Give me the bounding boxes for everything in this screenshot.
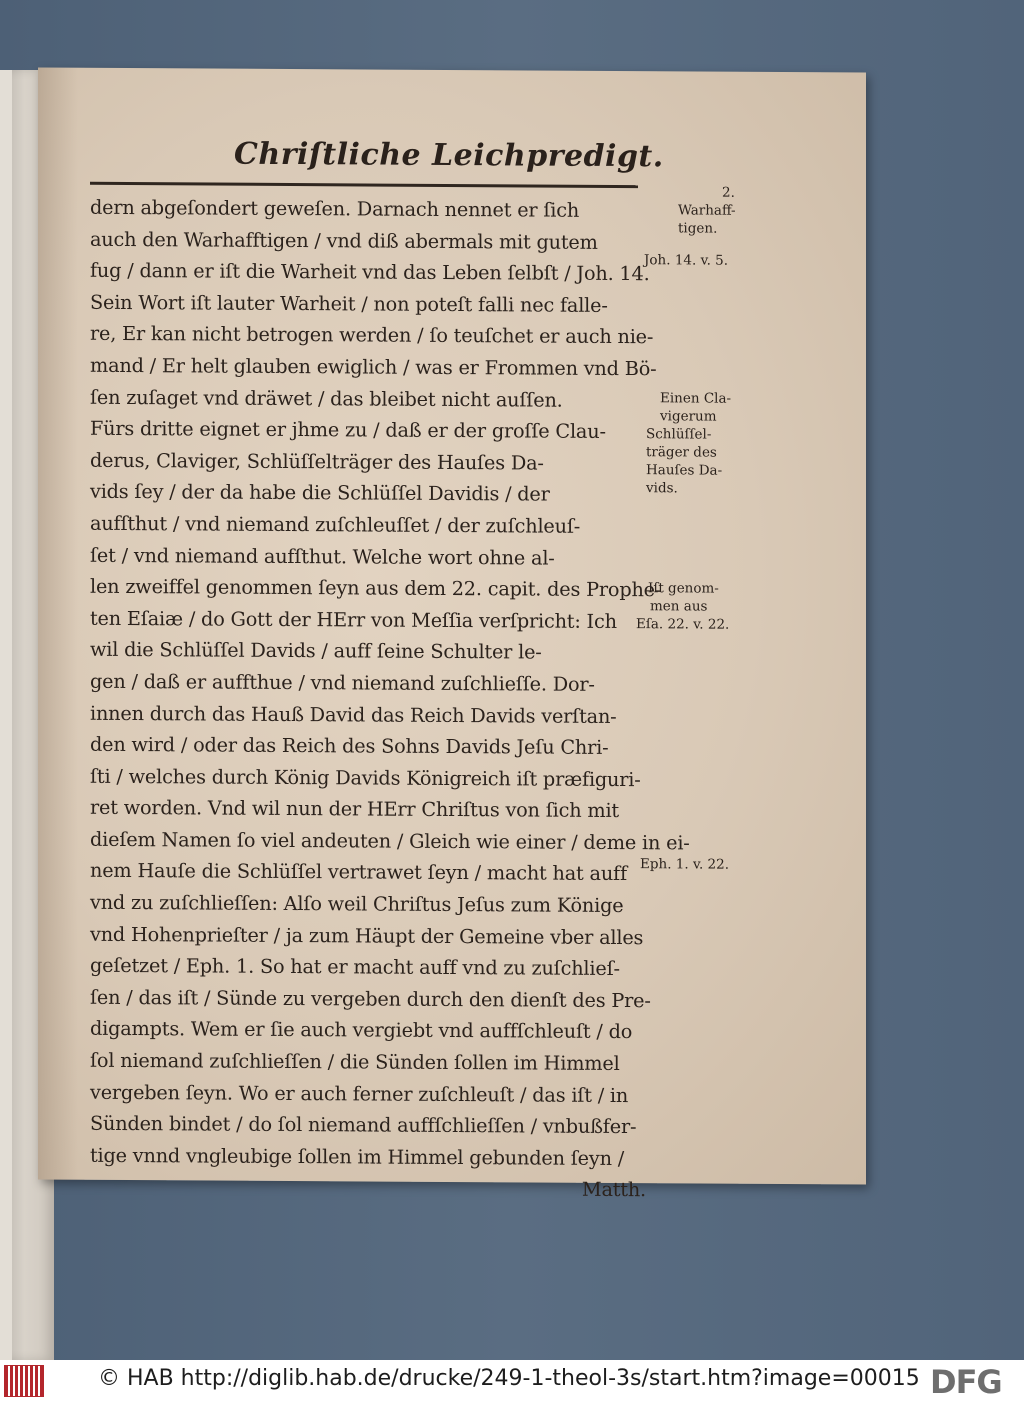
text-line: ſen zuſaget vnd dräwet / das bleibet nicht auſſen. <box>90 385 563 412</box>
text-line: vergeben ſeyn. Wo er auch ferner zuſchleuſt / das iſt / in <box>90 1080 629 1107</box>
text-line: Fürs dritte eignet er jhme zu / daß er der groſſe Clau- <box>90 416 606 444</box>
text-line: geſetzet / Eph. 1. So hat er macht auff vnd zu zuſchlieſ- <box>90 954 620 981</box>
text-line: digampts. Wem er ſie auch vergiebt vnd auffſchleuſt / do <box>90 1017 633 1044</box>
text-line: ſet / vnd niemand aufſthut. Welche wort ohne al- <box>90 543 555 570</box>
text-line: nem Hauſe die Schlüſſel vertrawet ſeyn / macht hat auff <box>90 859 627 886</box>
text-line: den wird / oder das Reich des Sohns Davids Jeſu Chri- <box>90 732 609 760</box>
text-line: Sein Wort iſt lauter Warheit / non poteſt falli nec falle- <box>90 290 608 317</box>
marginal-line: Hauſes Da- <box>646 462 723 479</box>
marginal-number: 2. <box>722 184 735 201</box>
text-line: dieſem Namen ſo viel andeuten / Gleich wie einer / deme in ei- <box>90 827 690 855</box>
text-line: vnd Hohenprieſter / ja zum Häupt der Gemeine vber alles <box>90 922 644 949</box>
page-gutter-shadow <box>38 67 78 1179</box>
text-line: ſti / welches durch König Davids Königreich iſt præfiguri- <box>90 764 641 791</box>
text-line: innen durch das Hauß David das Reich Davids verſtan- <box>90 701 617 728</box>
text-line: wil die Schlüſſel Davids / auff ſeine Schulter le- <box>90 638 542 664</box>
scanned-page <box>38 67 866 1202</box>
marginal-note-eph <box>640 855 729 874</box>
hab-logo-icon <box>4 1365 44 1397</box>
text-line: ſen / das iſt / Sünde zu vergeben durch den dienſt des Pre- <box>90 985 651 1013</box>
marginal-line: Warhaff- <box>678 202 736 219</box>
text-line: Sünden bindet / do ſol niemand auffſchlieſſen / vnbußfer- <box>90 1112 637 1139</box>
marginal-note-warhafftigen <box>678 183 736 237</box>
text-line: derus, Claviger, Schlüſſelträger des Hauſes Da- <box>90 448 544 475</box>
marginal-note-joh <box>644 251 728 270</box>
head-rule <box>90 182 638 188</box>
source-link[interactable]: © HAB http://diglib.hab.de/drucke/249-1-theol-3s/start.htm?image=00015 <box>98 1366 920 1391</box>
footer-bar <box>0 1360 1024 1402</box>
text-line: aufſthut / vnd niemand zuſchleuſſet / der zuſchleuſ- <box>90 511 581 538</box>
marginal-line: vigerum <box>660 408 717 425</box>
text-line: dern abgeſondert geweſen. Darnach nennet er ſich <box>90 195 580 222</box>
running-head: Chriſtliche Leichpredigt. <box>234 136 664 175</box>
underlying-page-edge <box>0 70 12 1360</box>
text-line: tige vnnd vngleubige ſollen im Himmel gebunden ſeyn / <box>90 1143 625 1170</box>
text-line: ſol niemand zuſchlieſſen / die Sünden ſollen im Himmel <box>90 1048 620 1076</box>
text-line: mand / Er helt glauben ewiglich / was er Frommen vnd Bö- <box>90 353 657 381</box>
marginal-line: Iſt genom- <box>648 580 719 597</box>
dfg-logo: DFG <box>930 1363 1002 1401</box>
marginal-line: Einen Cla- <box>660 390 732 407</box>
marginal-line: men aus <box>650 598 708 615</box>
marginal-line: träger des <box>646 444 717 461</box>
marginal-line: Eſa. 22. v. 22. <box>636 616 730 633</box>
text-line: vids ſey / der da habe die Schlüſſel Davidis / der <box>90 480 550 506</box>
text-line: re, Er kan nicht betrogen werden / ſo teuſchet er auch nie- <box>90 322 654 349</box>
text-line: gen / daß er auffthue / vnd niemand zuſchlieſſe. Dor- <box>90 669 595 696</box>
marginal-line: tigen. <box>678 220 718 237</box>
marginal-line: Eph. 1. v. 22. <box>640 856 730 873</box>
text-line: vnd zu zuſchlieſſen: Alſo weil Chriſtus Jeſus zum Könige <box>90 890 624 918</box>
marginal-line: Joh. 14. v. 5. <box>644 252 729 269</box>
marginal-line: Schlüſſel- <box>646 426 712 443</box>
text-line: len zweiffel genommen ſeyn aus dem 22. capit. des Prophe- <box>90 574 662 602</box>
text-line: auch den Warhafftigen / vnd diß abermals mit gutem <box>90 227 598 254</box>
catchword: Matth. <box>581 1178 646 1202</box>
text-line: ten Eſaiæ / do Gott der HErr von Meſſia verſpricht: Ich <box>90 606 617 633</box>
marginal-note-esaiae <box>636 579 729 634</box>
marginal-note-clavigerum <box>646 389 731 498</box>
text-line: fug / dann er iſt die Warheit vnd das Leben ſelbſt / Joh. 14. <box>90 258 650 286</box>
text-line: ret worden. Vnd wil nun der HErr Chriſtus von ſich mit <box>90 796 619 823</box>
marginal-line: vids. <box>646 480 678 497</box>
